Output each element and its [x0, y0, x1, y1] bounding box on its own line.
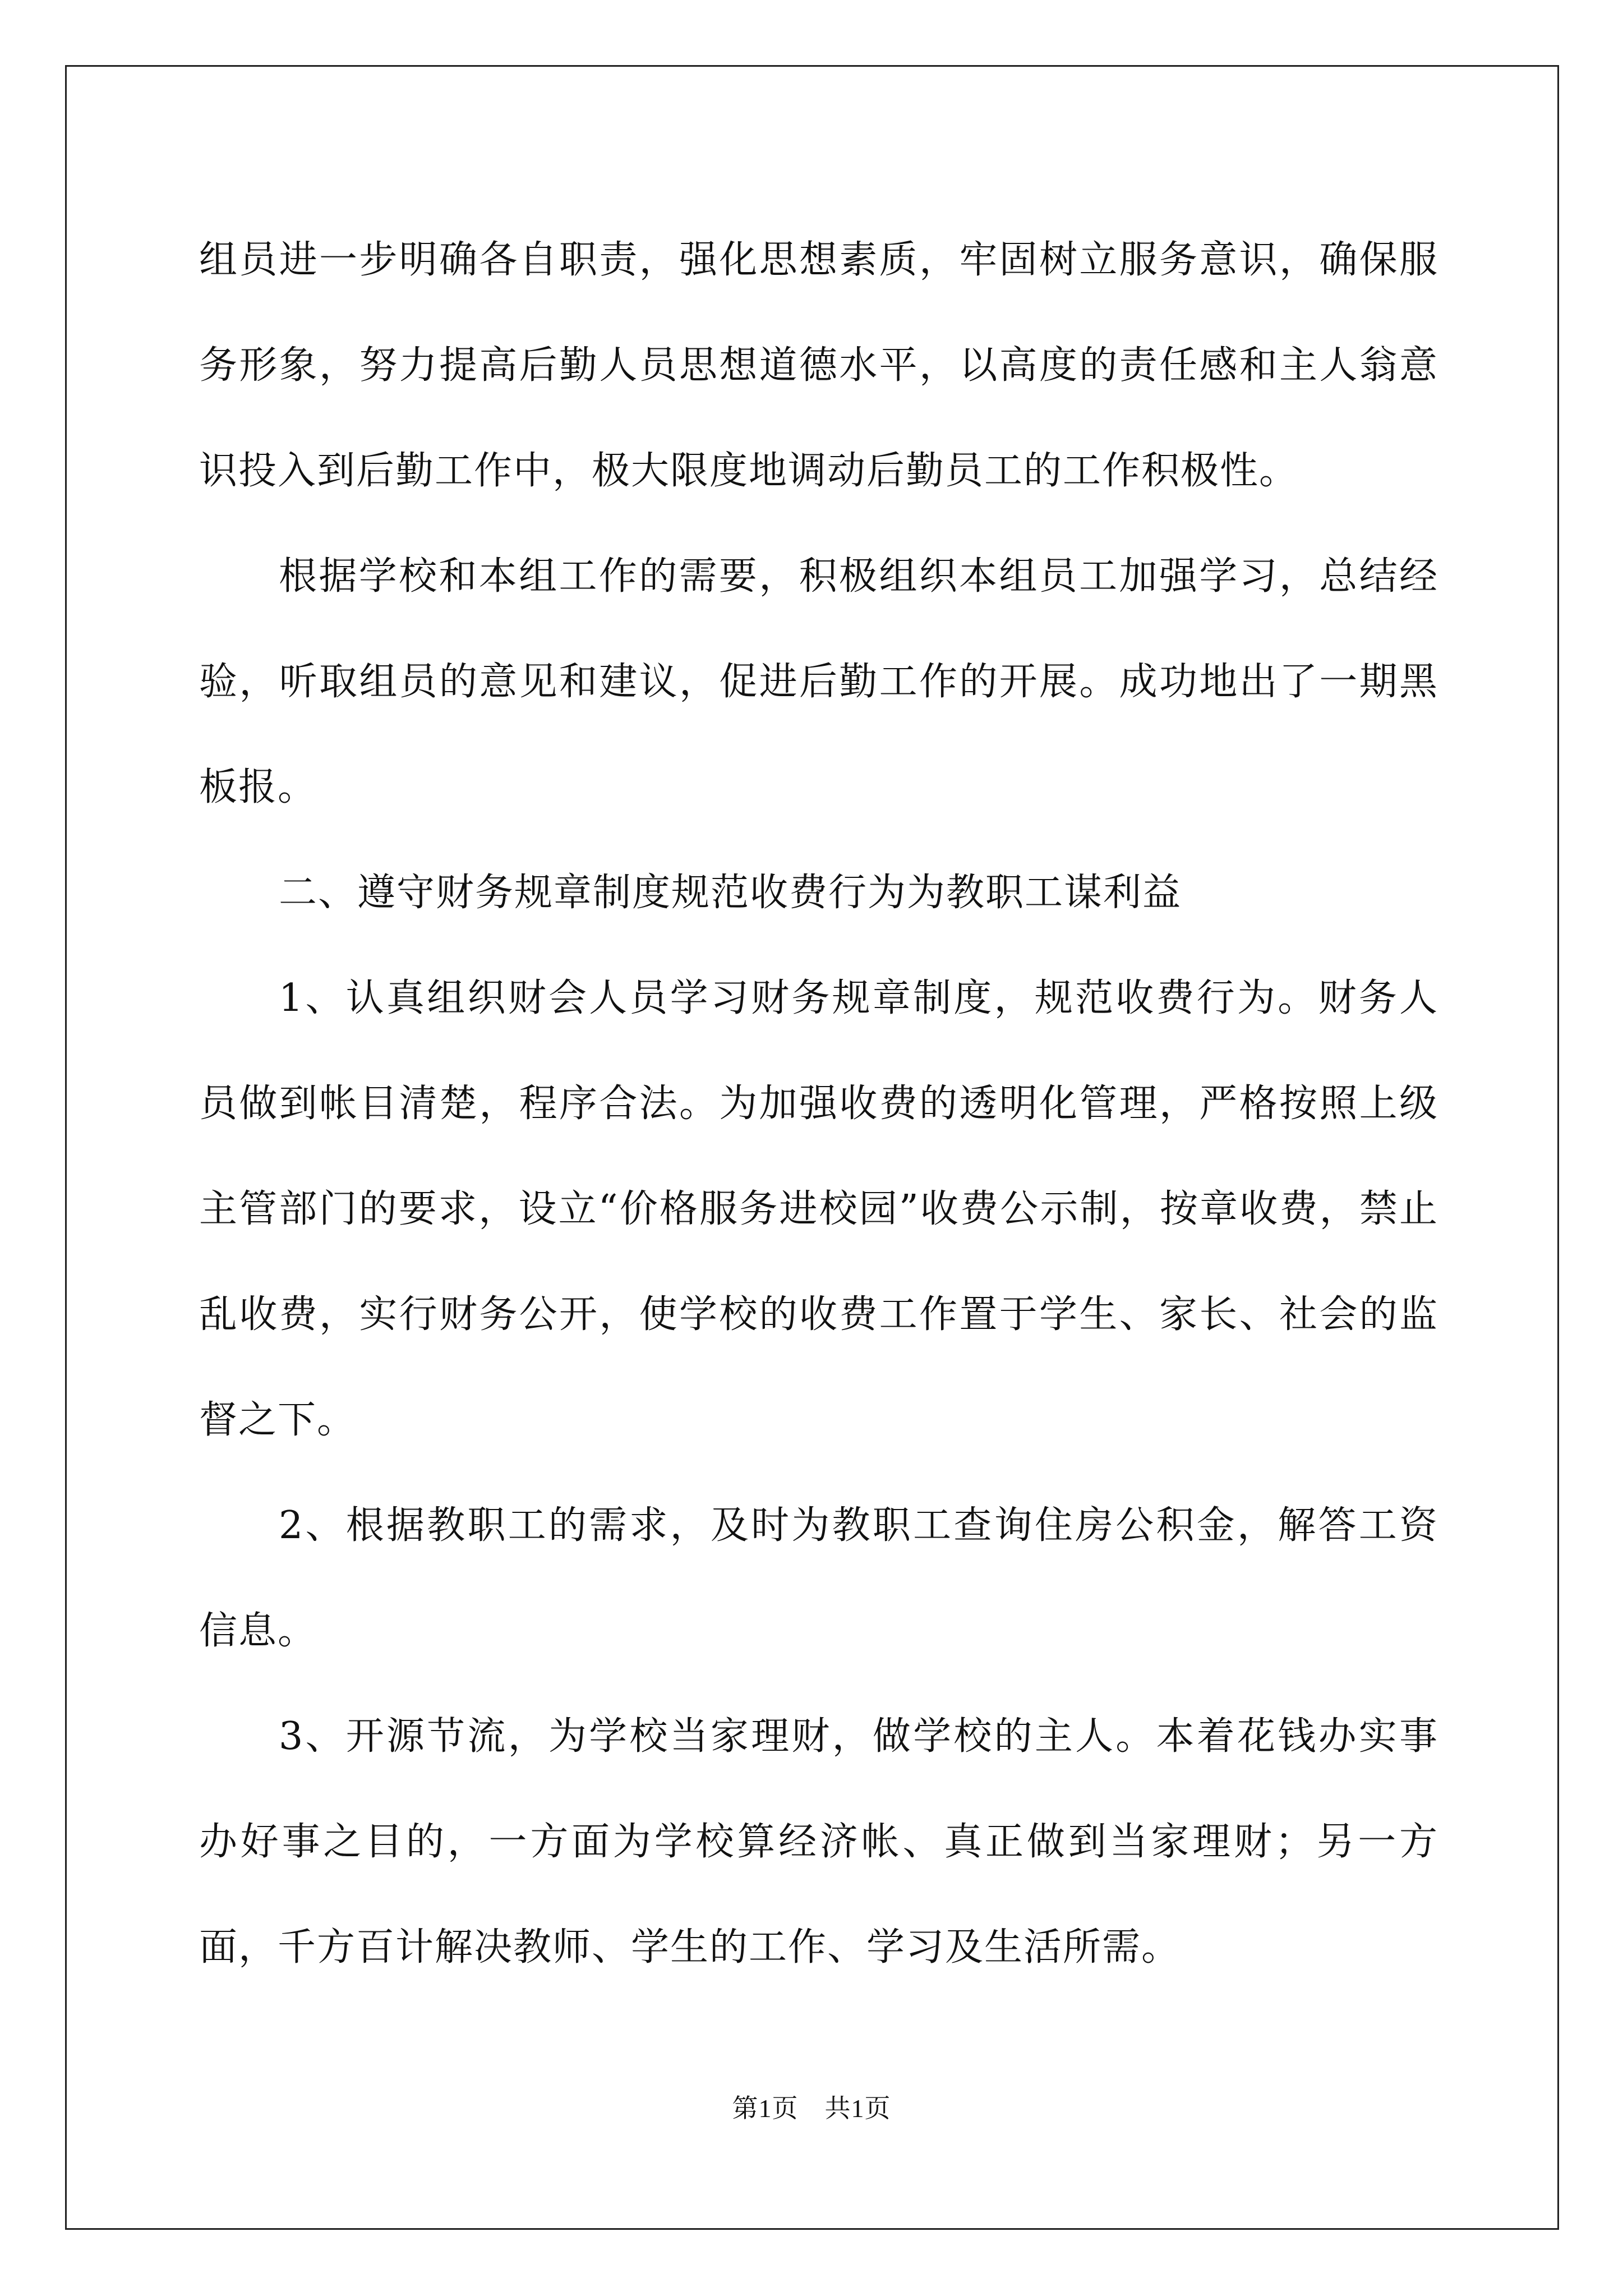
section-heading: 二、遵守财务规章制度规范收费行为为教职工谋利益	[279, 871, 1182, 915]
paragraph-continued: 组员进一步明确各自职责，强化思想素质，牢固树立服务意识，确保服务形象，努力提高后勤人员思想道德水平，以高度的责任感和主人翁意识投入到后勤工作中，极大限度地调动后勤员工的工作积极性。	[199, 238, 1438, 493]
paragraph: 根据学校和本组工作的需要，积极组织本组员工加强学习，总结经验，听取组员的意见和建议，促进后勤工作的开展。成功地出了一期黑板报。	[199, 554, 1438, 809]
document-body	[199, 208, 1438, 2000]
page-footer: 第1页 共1页	[732, 2094, 891, 2123]
paragraph: 2、根据教职工的需求，及时为教职工查询住房公积金，解答工资信息。	[199, 1503, 1438, 1653]
paragraph: 1、认真组织财会人员学习财务规章制度，规范收费行为。财务人员做到帐目清楚，程序合法。为加强收费的透明化管理，严格按照上级主管部门的要求，设立“价格服务进校园”收费公示制，按章收费，禁止乱收费，实行财务公开，使学校的收费工作置于学生、家长、社会的监督之下。	[199, 976, 1438, 1442]
paragraph: 3、开源节流，为学校当家理财，做学校的主人。本着花钱办实事办好事之目的，一方面为学校算经济帐、真正做到当家理财；另一方面，千方百计解决教师、学生的工作、学习及生活所需。	[199, 1714, 1438, 1970]
